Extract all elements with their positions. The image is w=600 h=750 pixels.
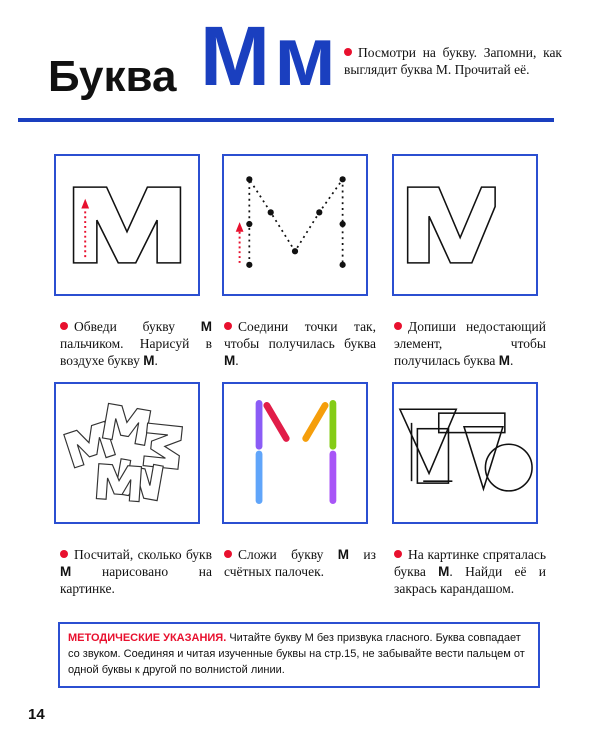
- task-box-count: [54, 382, 200, 524]
- task-caption: На картинке спряталась буква М. Найди её и закрась карандашом.: [394, 547, 546, 596]
- task-caption: Посчитай, сколько букв М нарисовано на картинке.: [60, 547, 212, 596]
- task-box-missing: [392, 154, 538, 296]
- methodical-note: [58, 622, 540, 688]
- note-label: МЕТОДИЧЕСКИЕ УКАЗАНИЯ.: [68, 632, 227, 644]
- page-title: Буква: [48, 52, 177, 101]
- task-box-trace: [54, 154, 200, 296]
- task-caption: Соедини точки так, чтобы получилась буква М.: [224, 319, 376, 368]
- bullet-icon: [344, 48, 352, 56]
- task-caption: Допиши недостающий элемент, чтобы получилась буква М.: [394, 319, 546, 368]
- bullet-icon: [60, 550, 68, 558]
- outline-letter-m: [56, 156, 198, 294]
- bullet-icon: [394, 322, 402, 330]
- scattered-letters-m: [56, 384, 198, 522]
- dotted-letter-m: [224, 156, 366, 294]
- bullet-icon: [394, 550, 402, 558]
- incomplete-letter-m: [394, 156, 536, 294]
- task-box-sticks: [222, 382, 368, 524]
- intro-text: [344, 44, 562, 78]
- task-box-dots: [222, 154, 368, 296]
- title-letters: Мм: [200, 9, 341, 103]
- task-caption: Сложи букву М из счётных палочек.: [224, 547, 376, 579]
- bullet-icon: [60, 322, 68, 330]
- bullet-icon: [224, 322, 232, 330]
- page-number: 14: [28, 706, 45, 723]
- task-box-hidden: [392, 382, 538, 524]
- task-caption: Обведи букву М пальчиком. Нарисуй в воздухе букву М.: [60, 319, 212, 368]
- hidden-letter-m-shapes: [394, 384, 536, 522]
- bullet-icon: [224, 550, 232, 558]
- header-rule: [18, 118, 554, 122]
- stick-letter-m: [224, 384, 366, 522]
- intro-text-body: Посмотри на букву. Запомни, как выглядит буква М. Прочитай её.: [344, 45, 562, 77]
- note-text: Читайте букву М без призвука гласного. Буква совпадает со звуком. Соединяя и читая изученные буквы на стр.15, не забывайте вести пальцем от одной буквы к другой по волнистой линии.: [68, 632, 525, 676]
